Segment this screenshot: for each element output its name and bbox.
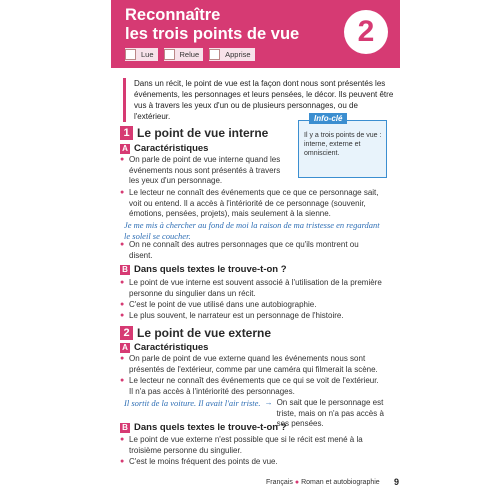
s1-p3: ● On ne connaît des autres personnages que ce qu'ils montrent ou disent.: [120, 240, 384, 261]
checkbox-icon[interactable]: [164, 49, 175, 60]
section-number: 1: [120, 126, 133, 140]
progress-checkboxes: [125, 48, 255, 61]
page-footer: Français ● Roman et autobiographie: [266, 479, 380, 486]
chapter-header: [111, 0, 400, 68]
chapter-number-badge: 2: [344, 10, 388, 54]
s1-p1: ● On parle de point de vue interne quand les événements nous sont présentés à travers les yeux d'un personnage.: [120, 155, 292, 187]
s2-example: Il sortit de la voiture. Il avait l'air triste. → On sait que le personnage est triste, mais on n'a pas accès à ses pensées.: [124, 398, 384, 428]
info-cle-label: Info-clé: [309, 113, 347, 124]
section2-heading: 2 Le point de vue externe: [120, 326, 271, 340]
info-cle-box: [298, 114, 387, 178]
checkbox-icon[interactable]: [125, 49, 136, 60]
section-number: 2: [120, 326, 133, 340]
bullet-icon: ●: [294, 479, 300, 486]
s2-b1: ● Le point de vue externe n'est possible que si le récit est mené à la troisième personne du singulier.: [120, 435, 384, 456]
s1-p2: ● Le lecteur ne connaît des événements que ce que ce personnage sait, voit ou entend. Il a accès à l'intériorité de ce personnage (souvenir, émotions, pensées, projets), mais seulement à la sienne.: [120, 188, 384, 220]
check-relue[interactable]: Relue: [164, 48, 204, 61]
s1-example: Je me mis à chercher au fond de moi la raison de ma tristesse en regardant le soleil se coucher.: [124, 220, 380, 241]
section2-sub-a: A Caractéristiques: [120, 342, 208, 353]
chapter-title: Reconnaître les trois points de vue: [125, 6, 300, 43]
s2-b2: ● C'est le moins fréquent des points de vue.: [120, 457, 384, 468]
s1-b1: ● Le point de vue interne est souvent associé à l'utilisation de la première personne du singulier dans un récit.: [120, 278, 384, 299]
section1-heading: 1 Le point de vue interne: [120, 126, 268, 140]
section1-sub-a: A Caractéristiques: [120, 143, 208, 154]
section1-sub-b: B Dans quels textes le trouve-t-on ?: [120, 264, 287, 275]
checkbox-icon[interactable]: [209, 49, 220, 60]
intro-paragraph: Dans un récit, le point de vue est la façon dont nous sont présentés les événements, les personnages et leurs pensées, le décor. Ils peuvent être vus à travers les yeux d'un ou de plusieurs personnages, ou de l'extérieur.: [123, 78, 396, 122]
s1-b2: ● C'est le point de vue utilisé dans une autobiographie.: [120, 300, 384, 311]
s2-p1: ● On parle de point de vue externe quand les événements nous sont présentés de l'extérieur, comme par une caméra qui filmerait la scène.: [120, 354, 384, 375]
arrow-right-icon: →: [264, 398, 273, 407]
check-lue[interactable]: Lue: [125, 48, 158, 61]
page-number: 9: [394, 477, 400, 487]
info-cle-text: Il y a trois points de vue : interne, externe et omniscient.: [304, 132, 382, 157]
section2-sub-b: B Dans quels textes le trouve-t-on ?: [120, 422, 287, 433]
s1-b3: ● Le plus souvent, le narrateur est un personnage de l'histoire.: [120, 311, 384, 322]
s2-p2: ● Le lecteur ne connaît des événements que ce qui se voit de l'extérieur. Il n'a pas accès à l'intériorité des personnages.: [120, 376, 384, 397]
check-apprise[interactable]: Apprise: [209, 48, 254, 61]
